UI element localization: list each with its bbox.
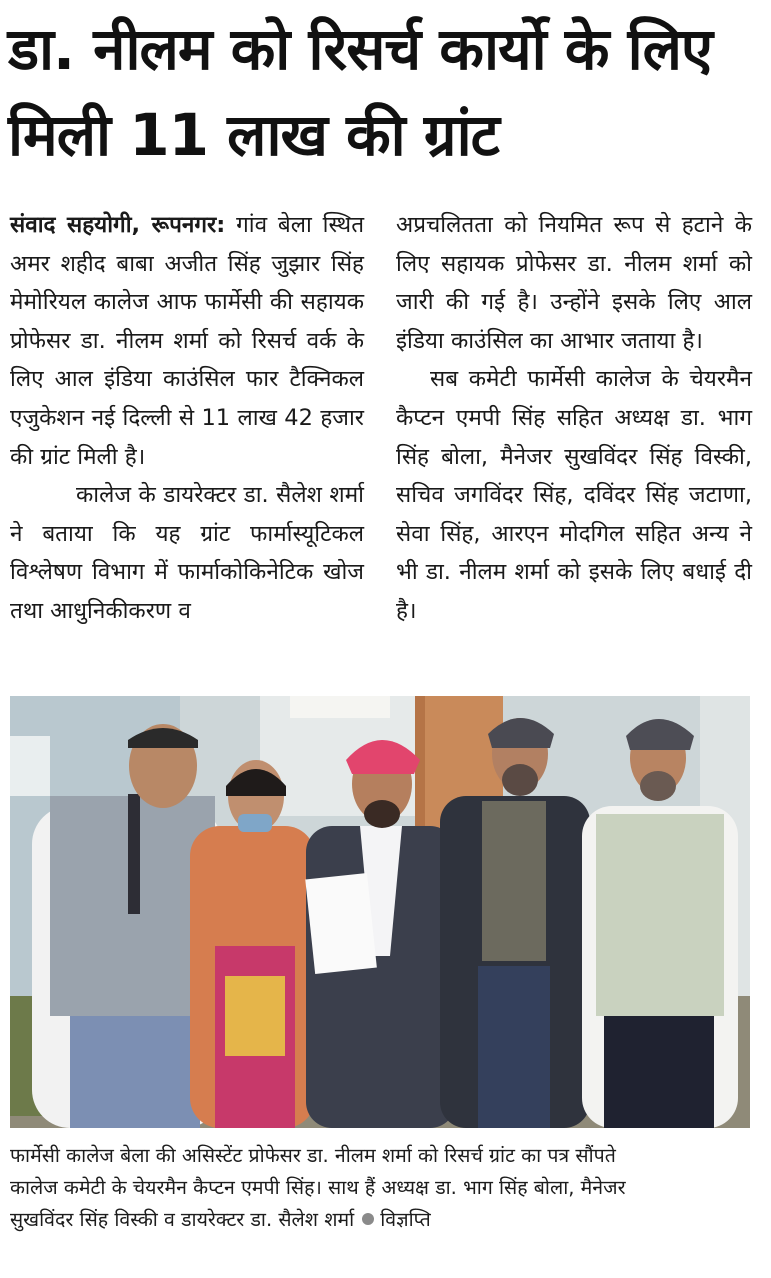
caption-line-3 [10,1204,750,1236]
article-paragraph-4: सब कमेटी फार्मेसी कालेज के चेयरमैन कैप्टन एमपी सिंह सहित अध्यक्ष डा. भाग सिंह बोला, मैनेजर सुखविंदर सिंह विस्की, सचिव जगविंदर सिंह, दविंदर सिंह जटाणा, सेवा सिंह, आरएन मोदगिल सहित अन्य ने भी डा. नीलम शर्मा को इसके लिए बधाई दी है। [396,366,752,624]
article-column-left [10,206,364,631]
caption-line-3-text: सुखविंदर सिंह विस्की व डायरेक्टर डा. सैलेश शर्मा [10,1208,355,1231]
photo-caption [10,1140,750,1236]
article-column-right [396,206,752,631]
photo-credit: विज्ञप्ति [380,1208,431,1231]
group-photo-image [10,696,750,1128]
article-paragraph-1 [10,206,364,476]
dateline: संवाद सहयोगी, रूपनगर: [10,212,226,238]
article-paragraph-3: अप्रचलितता को नियमित रूप से हटाने के लिए सहायक प्रोफेसर डा. नीलम शर्मा को जारी की गई है। उन्होंने इसके लिए आल इंडिया काउंसिल का आभार जताया है। [396,212,752,354]
article-paragraph-1-text: गांव बेला स्थित अमर शहीद बाबा अजीत सिंह जुझार सिंह मेमोरियल कालेज आफ फार्मेसी की सहायक प्रोफेसर डा. नीलम शर्मा को रिसर्च वर्क के लिए आल इंडिया काउंसिल फार टैक्निकल एजुकेशन नई दिल्ली से 11 लाख 42 हजार की ग्रांट मिली है। [10,212,365,470]
caption-line-1: फार्मेसी कालेज बेला की असिस्टेंट प्रोफेसर डा. नीलम शर्मा को रिसर्च ग्रांट का पत्र सौंपते [10,1144,616,1167]
article-paragraph-2: कालेज के डायरेक्टर डा. सैलेश शर्मा ने बताया कि यह ग्रांट फार्मास्यूटिकल विश्लेषण विभाग में फार्माकोकिनेटिक खोज तथा आधुनिकीकरण व [10,482,364,624]
bullet-icon [362,1213,374,1225]
headline: डा. नीलम को रिसर्च कार्यो के लिए मिली 11 लाख की ग्रांट [8,15,713,169]
caption-line-2: कालेज कमेटी के चेयरमैन कैप्टन एमपी सिंह। साथ हैं अध्यक्ष डा. भाग सिंह बोला, मैनेजर [10,1176,626,1199]
group-photo [10,696,750,1128]
